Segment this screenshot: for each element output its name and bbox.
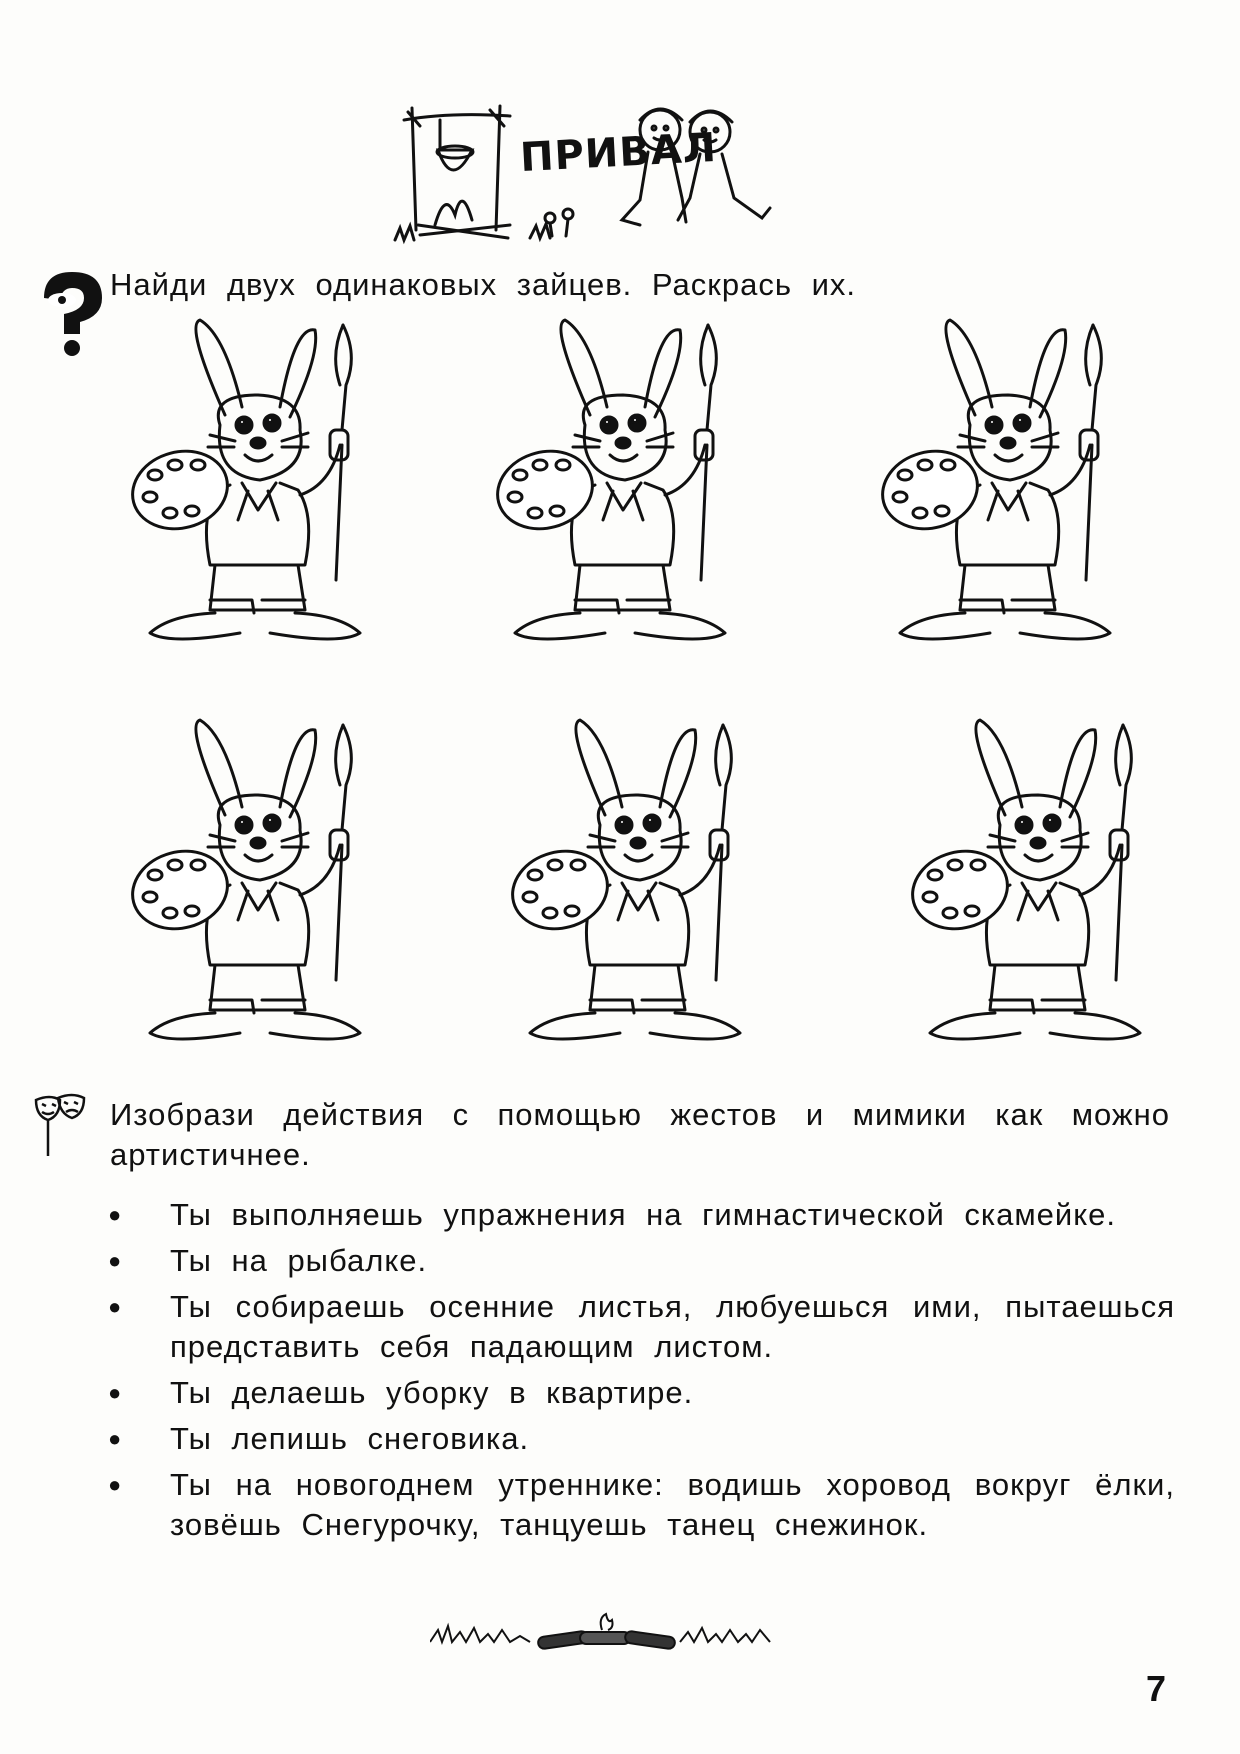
- task-instruction-find-rabbits: Найди двух одинаковых зайцев. Раскрась их.: [110, 267, 857, 302]
- page-number: 7: [1146, 1668, 1167, 1709]
- section-title: ПРИВАЛ: [518, 124, 719, 182]
- footer-ornament: [430, 1612, 780, 1652]
- task-instruction-act-out: Изобрази действия с помощью жестов и мимики как можно артистичнее.: [110, 1097, 1170, 1172]
- list-item: ● Ты выполняешь упражнения на гимнастической скамейке.: [100, 1195, 1175, 1235]
- rabbit-1-figure: [115, 315, 385, 655]
- list-item: ● Ты на новогоднем утреннике: водишь хоровод вокруг ёлки, зовёшь Снегурочку, танцуешь танец снежинок.: [100, 1465, 1175, 1545]
- question-eye-icon: [32, 268, 112, 358]
- action-list: [100, 1195, 1175, 1551]
- header-illustration: [390, 90, 820, 250]
- list-item: ● Ты лепишь снеговика.: [100, 1419, 1175, 1459]
- list-item: ● Ты собираешь осенние листья, любуешься ими, пытаешься представить себя падающим листом.: [100, 1287, 1175, 1367]
- theatre-masks-icon: [30, 1090, 110, 1160]
- rabbit-5-figure: [495, 715, 765, 1055]
- rabbit-4-figure: [115, 715, 385, 1055]
- list-item: ● Ты делаешь уборку в квартире.: [100, 1373, 1175, 1413]
- rabbit-2-figure: [480, 315, 750, 655]
- rabbit-6-figure: [895, 715, 1165, 1055]
- rabbit-3-figure: [865, 315, 1135, 655]
- list-item: ● Ты на рыбалке.: [100, 1241, 1175, 1281]
